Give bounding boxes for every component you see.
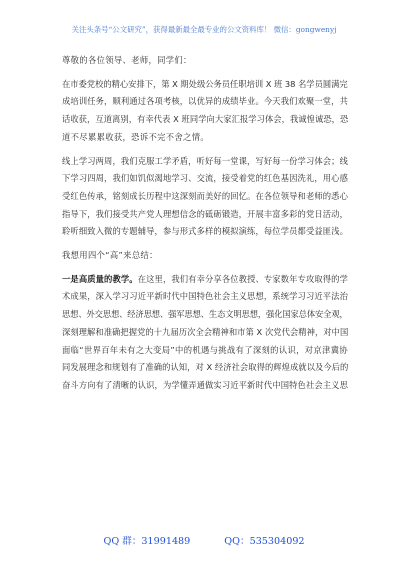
paragraph-2-line: 聆听细致入微的专题辅导，参与形式多样的模拟演练，每位学员都受益匪浅。 bbox=[62, 226, 348, 237]
salutation-text: 尊敬的各位领导、老师，同学们： bbox=[62, 55, 192, 65]
summary-intro bbox=[62, 247, 348, 265]
paragraph-3-lead: 一是高质量的教学。 bbox=[62, 273, 138, 284]
paragraph-1-line: 道不尽累累收获，恐诉不完不舍之情。 bbox=[62, 131, 209, 142]
paragraph-3-line: 术成果，深入学习习近平新时代中国特色社会主义思想，系统学习习近平法治 bbox=[62, 291, 348, 302]
paragraph-3-first-rest: 在这里，我们有幸分享各位教授、专家数年专攻取得的学 bbox=[137, 273, 349, 284]
footer-qq: QQ：535304092 bbox=[224, 536, 305, 547]
paragraph-3-line: 奋斗方向有了清晰的认识，为学懂弄通做实习近平新时代中国特色社会主义思 bbox=[62, 379, 348, 390]
paragraph-3-line: 深刻理解和准确把握党的十九届历次全会精神和市第 X 次党代会精神，对中国 bbox=[62, 326, 349, 337]
paragraph-2-line: 指导下，我们接受共产党人理想信念的砥砺锻造，开展丰富多彩的党日活动， bbox=[62, 208, 348, 219]
paragraph-3-line: 同发展理念和规划有了准确的认知，对 X 经济社会取得的辉煌成就以及今后的 bbox=[62, 362, 349, 373]
paragraph-2-line: 线上学习两周，我们克服工学矛盾，听好每一堂课，写好每一份学习体会；线 bbox=[62, 155, 348, 166]
paragraph-2-line: 下学习四周，我们如饥似渴地学习、交流，接受着党的红色基因洗礼，用心感 bbox=[62, 173, 348, 184]
paragraph-3 bbox=[62, 271, 348, 395]
salutation bbox=[62, 52, 348, 70]
paragraph-1-line: 在市委党校的精心安排下，第 X 期处级公务员任职培训 X 班 38 名学员圆满完 bbox=[62, 78, 348, 89]
document-body bbox=[62, 52, 348, 395]
summary-intro-text: 我想用四个“高”来总结： bbox=[62, 250, 158, 261]
paragraph-1 bbox=[62, 76, 348, 147]
paragraph-3-first-line bbox=[62, 271, 348, 289]
header-notice: 关注头条号“公文研究”，获得最新最全最专业的公文资料库！ 微信：gongwenyj bbox=[71, 25, 337, 34]
paragraph-3-line: 面临“世界百年未有之大变局”中的机遇与挑战有了深刻的认识，对京津冀协 bbox=[62, 344, 348, 355]
paragraph-1-line: 话收获，互道离别，有幸代表 X 班同学向大家汇报学习体会，我诚惶诚恐，恐 bbox=[62, 114, 349, 125]
footer-contact bbox=[0, 535, 408, 549]
paragraph-3-line: 思想、外交思想、经济思想、强军思想、生态文明思想，强化国家总体安全观， bbox=[62, 309, 348, 320]
paragraph-1-line: 成培训任务，顺利通过各项考核，以优异的成绩毕业。今天我们欢聚一堂，共 bbox=[62, 96, 348, 107]
paragraph-2-line: 受红色传承，铭刻成长历程中这深刻而美好的回忆。在各位领导和老师的悉心 bbox=[62, 190, 348, 201]
footer-qq-group: QQ 群：31991489 bbox=[103, 536, 191, 547]
paragraph-2 bbox=[62, 153, 348, 242]
